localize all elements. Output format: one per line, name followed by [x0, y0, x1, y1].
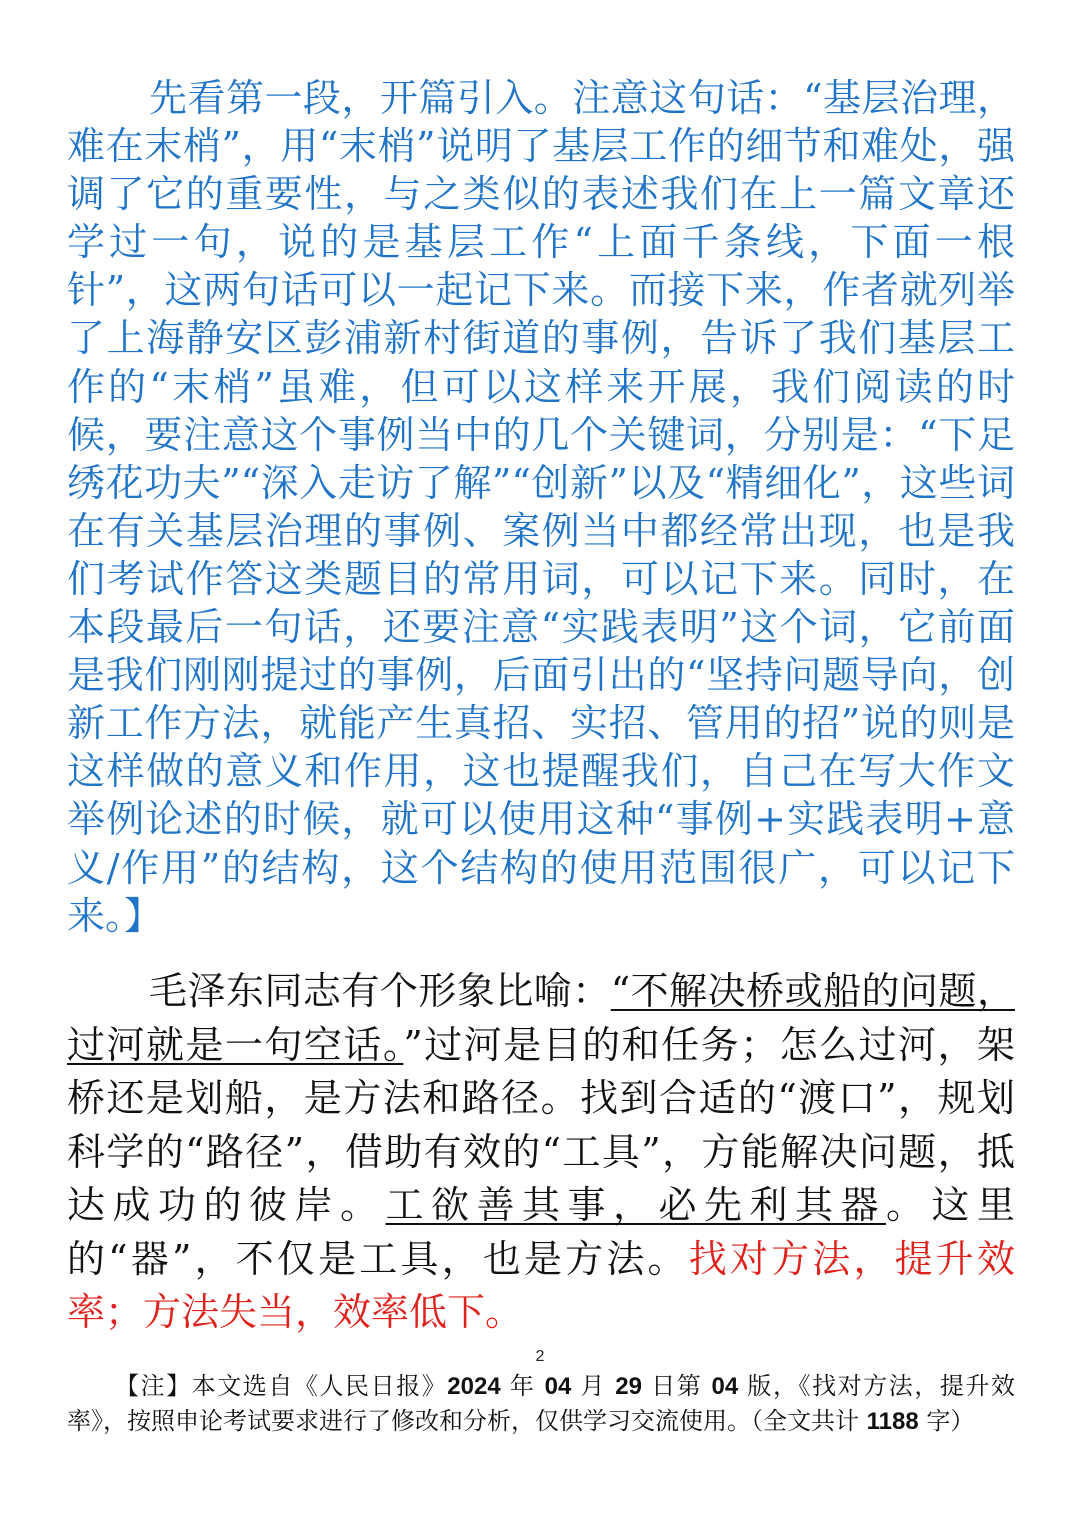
note-month: 04 [544, 1373, 572, 1400]
page-number: 2 [535, 1348, 545, 1365]
note-day: 29 [615, 1373, 642, 1400]
note-word-count: 1188 [866, 1408, 919, 1435]
article-text-explain: 。这里的“器”，不仅是工具，也是方法。 [67, 1183, 1015, 1281]
highlighted-conclusion: 找对方法，提升效率；方法失当，效率低下。 [67, 1236, 1015, 1334]
note-edition: 04 [711, 1373, 739, 1400]
article-text-intro: 毛泽东同志有个形象比喻： [149, 969, 611, 1013]
article-paragraph [67, 965, 1015, 1340]
analysis-paragraph: 先看第一段，开篇引入。注意这句话：“基层治理，难在末梢”，用“末梢”说明了基层工作的细节和难处，强调了它的重要性，与之类似的表述我们在上一篇文章还学过一句，说的是基层工作“上面千条线，下面一根针”，这两句话可以一起记下来。而接下来，作者就列举了上海静安区彭浦新村街道的事例，告诉了我们基层工作的“末梢”虽难，但可以这样来开展，我们阅读的时候，要注意这个事例当中的几个关键词，分别是：“下足绣花功夫”“深入走访了解”“创新”以及“精细化”，这些词在有关基层治理的事例、案例当中都经常出现，也是我们考试作答这类题目的常用词，可以记下来。同时，在本段最后一句话，还要注意“实践表明”这个词，它前面是我们刚刚提过的事例，后面引出的“坚持问题导向，创新工作方法，就能产生真招、实招、管用的招”说的则是这样做的意义和作用，这也提醒我们，自己在写大作文举例论述的时候，就可以使用这种“事例+实践表明+意义/作用”的结构，这个结构的使用范围很广，可以记下来。】 [67, 76, 1015, 938]
source-note [67, 1369, 1015, 1439]
note-text-3: 月 [571, 1372, 616, 1400]
underlined-quote: “不解决桥或船的问题，过河就是一句空话。 [67, 969, 1015, 1067]
note-text-6: 字） [918, 1407, 975, 1435]
note-text-4: 日第 [642, 1372, 712, 1400]
article-text-body: ”过河是目的和任务；怎么过河，架桥还是划船，是方法和路径。找到合适的“渡口”，规划科学的“路径”，借助有效的“工具”，方能解决问题，抵达成功的彼岸。 [67, 1022, 1015, 1227]
note-year: 2024 [447, 1373, 501, 1400]
underlined-proverb: 工欲善其事，必先利其器 [385, 1183, 886, 1227]
note-text-5: 版，《找对方法，提升效率》，按照申论考试要求进行了修改和分析，仅供学习交流使用。（全文共计 [67, 1372, 1016, 1435]
note-text-2: 年 [500, 1372, 545, 1400]
note-text-1: 【注】本文选自《人民日报》 [115, 1372, 448, 1400]
